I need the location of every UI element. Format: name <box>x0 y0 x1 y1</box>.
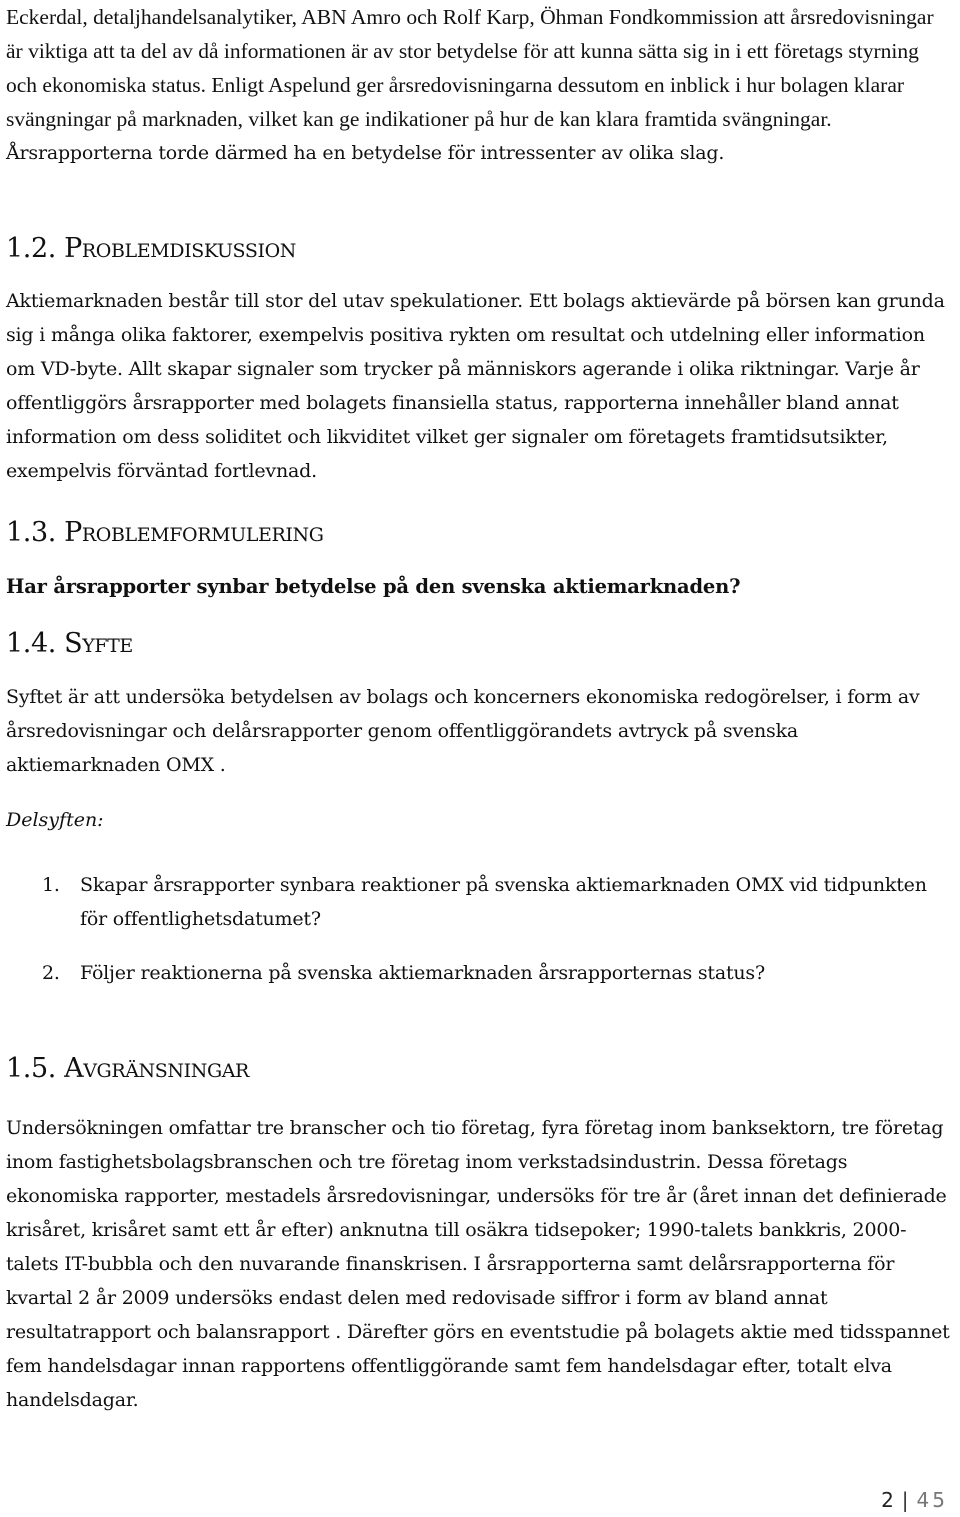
page-number: 2 <box>881 1488 894 1512</box>
heading-number: 1.5. <box>6 1053 56 1084</box>
avgransningar-body: Undersökningen omfattar tre branscher och tio företag, fyra företag inom banksektorn, tre företag inom fastighetsbolagsbranschen och tre företag inom verkstadsindustrin. Dessa företags ekonomiska rapporter, mestadels årsredovisningar, undersöks för tre år (året innan det definierade krisåret, krisåret samt ett år efter) anknutna till osäkra tidsepoker; 1990-talets bankkris, 2000-talets IT-bubbla och den nuvarande finanskrisen. I årsrapporterna samt delårsrapporterna för kvartal 2 år 2009 undersöks endast delen med redovisade siffror i form av bland annat resultatrapport och balansrapport . Därefter görs en eventstudie på bolagets aktie med tidsspannet fem handelsdagar innan rapportens offentliggörande samt fem handelsdagar efter, totalt elva handelsdagar. <box>6 1117 950 1411</box>
heading-rest: yfte <box>82 628 133 659</box>
aims-list <box>6 868 954 990</box>
heading-avgransningar <box>6 1052 249 1086</box>
heading-initial: A <box>64 1053 84 1084</box>
heading-rest: vgränsningar <box>83 1053 249 1084</box>
heading-rest: roblemdiskussion <box>81 233 296 264</box>
page-footer <box>881 1488 948 1512</box>
heading-problemdiskussion <box>6 232 296 266</box>
intro-paragraph: Eckerdal, detaljhandelsanalytiker, ABN Amro och Rolf Karp, Öhman Fondkommission att årsredovisningar är viktiga att ta del av då informationen är av stor betydelse för att kunna sätta sig in i ett företags styrning och ekonomiska status. Enligt Aspelund ger årsredovisningarna dessutom en inblick i hur bolagen klarar svängningar på marknaden, vilket kan ge indikationer på hur de kan klara framtida svängningar. <box>6 5 934 131</box>
delsyften-label: Delsyften: <box>6 809 104 831</box>
page-total: 45 <box>916 1488 948 1512</box>
heading-syfte <box>6 627 133 661</box>
intro-block <box>6 0 954 170</box>
heading-problemformulering <box>6 516 324 550</box>
heading-initial: S <box>64 628 83 659</box>
list-item-text: Följer reaktionerna på svenska aktiemarknaden årsrapporternas status? <box>80 962 765 984</box>
list-item-text: Skapar årsrapporter synbara reaktioner på svenska aktiemarknaden OMX vid tidpunkten för offentlighetsdatumet? <box>80 874 927 930</box>
problemdiskussion-body: Aktiemarknaden består till stor del utav spekulationer. Ett bolags aktievärde på börsen kan grunda sig i många olika faktorer, exempelvis positiva rykten om resultat och utdelning eller information om VD-byte. Allt skapar signaler som trycker på människors agerande i olika riktningar. Varje år offentliggörs årsrapporter med bolagets finansiella status, rapporterna innehåller bland annat information om dess soliditet och likviditet vilket ger signaler om företagets framtidsutsikter, exempelvis förväntad fortlevnad. <box>6 290 945 482</box>
syfte-body: Syftet är att undersöka betydelsen av bolags och koncerners ekonomiska redogörelser, i form av årsredovisningar och delårsrapporter genom offentliggörandets avtryck på svenska aktiemarknaden OMX . <box>6 686 920 776</box>
list-item-number: 1. <box>42 874 60 896</box>
intro-paragraph-end: Årsrapporterna torde därmed ha en betydelse för intressenter av olika slag. <box>6 142 725 164</box>
heading-number: 1.4. <box>6 628 56 659</box>
heading-number: 1.3. <box>6 517 56 548</box>
research-question: Har årsrapporter synbar betydelse på den svenska aktiemarknaden? <box>6 575 741 598</box>
heading-number: 1.2. <box>6 233 56 264</box>
heading-initial: P <box>64 233 82 264</box>
list-item <box>6 868 954 936</box>
list-item-number: 2. <box>42 962 60 984</box>
footer-separator: | <box>901 1488 909 1512</box>
heading-initial: P <box>64 517 82 548</box>
list-item <box>6 956 954 990</box>
heading-rest: roblemformulering <box>81 517 324 548</box>
